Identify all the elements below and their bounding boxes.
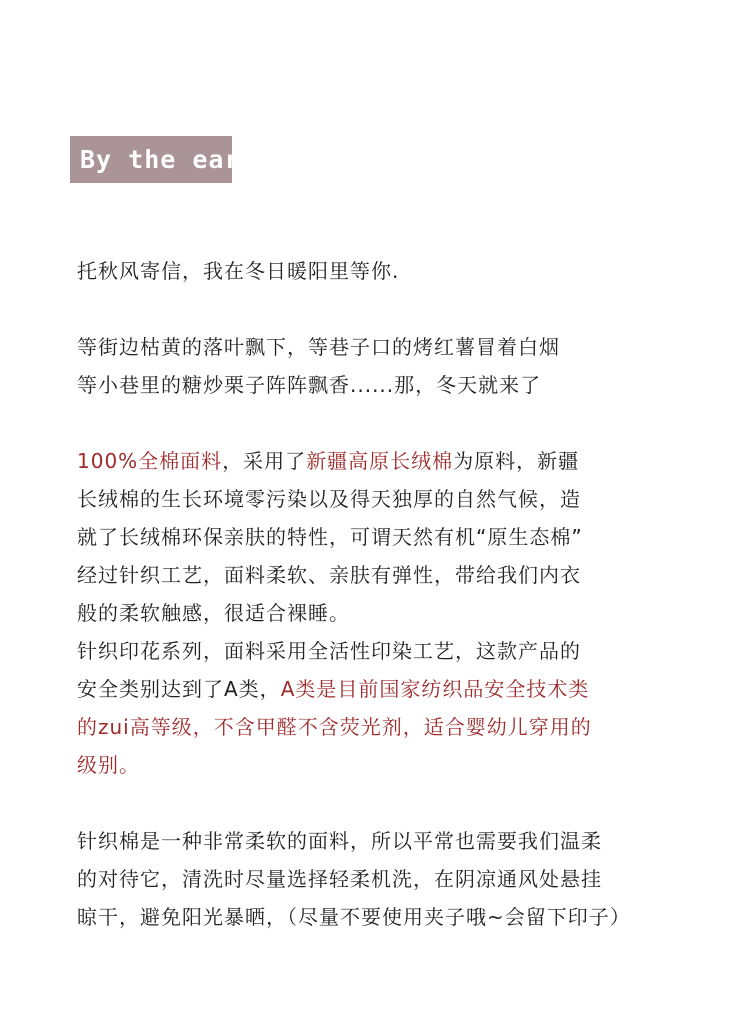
spacer [77,784,707,822]
section-tag-label: By the ear [80,145,241,174]
fabric-line-9: 级别。 [77,753,140,777]
fabric-line-6: 针织印花系列，面料采用全活性印染工艺，这款产品的 [77,639,581,663]
spacer [77,404,707,442]
care-line-1: 针织棉是一种非常柔软的面料，所以平常也需要我们温柔 [77,829,602,853]
fabric-line-8: 的zui高等级，不含甲醛不含荧光剂，适合婴幼儿穿用的 [77,715,592,739]
winter-line-1: 等街边枯黄的落叶飘下，等巷子口的烤红薯冒着白烟 [77,335,560,359]
highlight-cotton: 100%全棉面料 [77,449,223,473]
fabric-line-2: 长绒棉的生长环境零污染以及得天独厚的自然气候，造 [77,487,581,511]
care-line-2: 的对待它，清洗时尽量选择轻柔机洗，在阴凉通风处悬挂 [77,867,602,891]
fabric-line-3: 就了长绒棉环保亲肤的特性，可谓天然有机“原生态棉” [77,525,583,549]
spacer [77,290,707,328]
fabric-line-1: 100%全棉面料，采用了新疆高原长绒棉为原料，新疆 [77,449,580,473]
article-body [77,252,707,936]
fabric-line-7: 安全类别达到了A类，A类是目前国家纺织品安全技术类 [77,677,590,701]
section-tag [70,136,241,183]
intro-line: 托秋风寄信，我在冬日暖阳里等你. [77,259,400,283]
highlight-xinjiang: 新疆高原长绒棉 [306,449,454,473]
fabric-line-4: 经过针织工艺，面料柔软、亲肤有弹性，带给我们内衣 [77,563,581,587]
care-line-3: 晾干，避免阳光暴晒，（尽量不要使用夹子哦~会留下印子） [77,905,631,929]
highlight-safety: A类是目前国家纺织品安全技术类 [280,677,590,701]
winter-line-2: 等小巷里的糖炒栗子阵阵飘香......那，冬天就来了 [77,373,542,397]
fabric-line-5: 般的柔软触感，很适合裸睡。 [77,601,350,625]
